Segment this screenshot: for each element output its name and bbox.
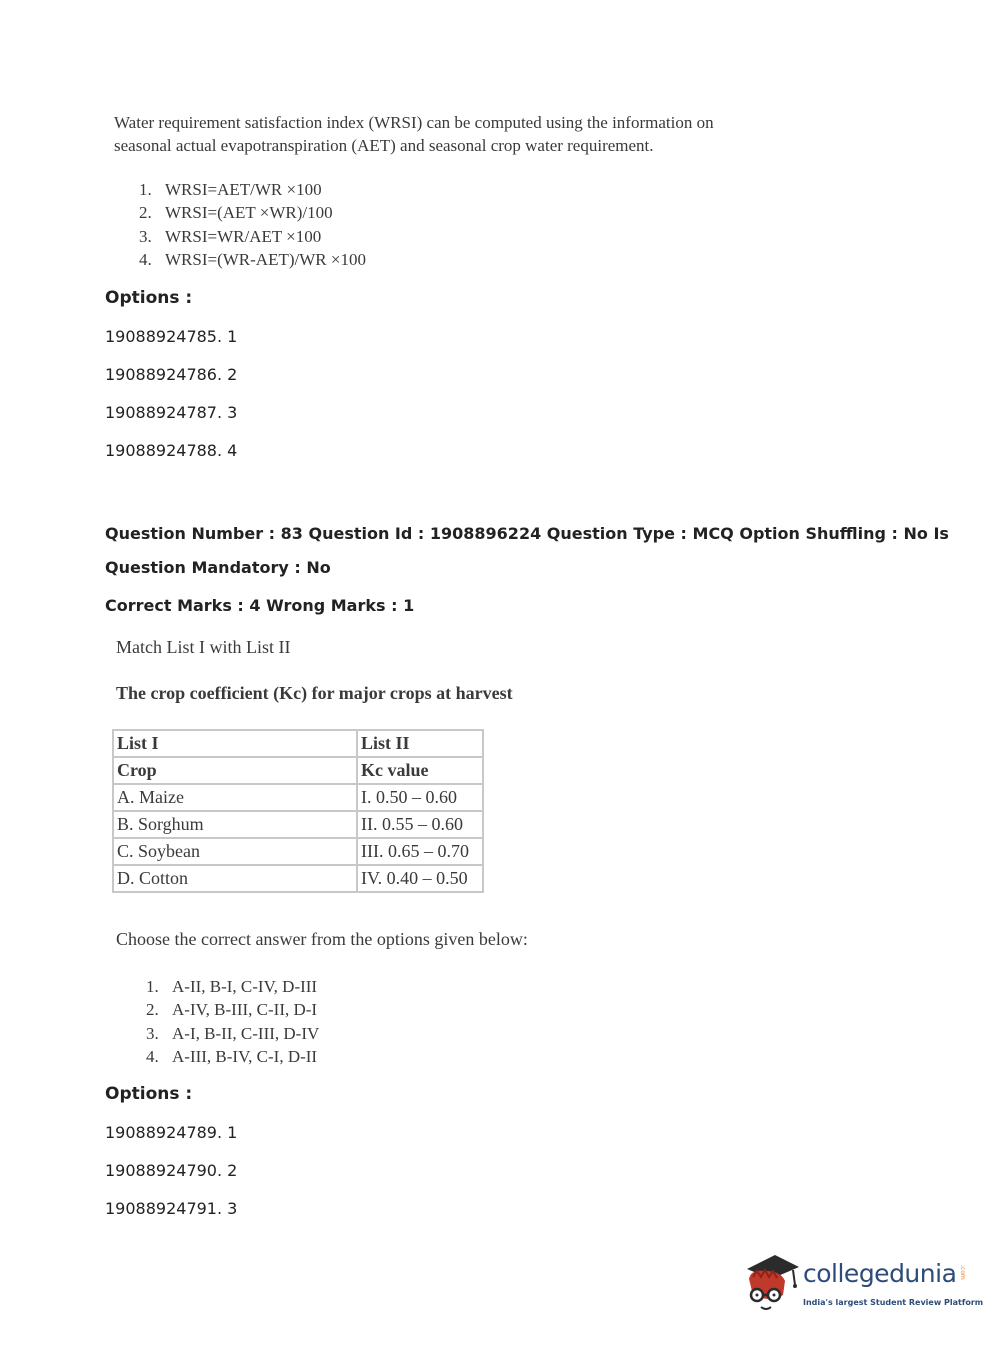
question-82-text: Water requirement satisfaction index (WRSI) can be computed using the information on seasonal actual evapotranspiration (AET) and seasonal crop water requirement.: [114, 113, 714, 155]
logo-tagline: India's largest Student Review Platform: [803, 1298, 984, 1307]
choice-text: WRSI=(WR-AET)/WR ×100: [165, 249, 366, 269]
choice-text: A-IV, B-III, C-II, D-I: [172, 1000, 318, 1020]
marks-line: Correct Marks : 4 Wrong Marks : 1: [105, 596, 415, 615]
choice-number: 1.: [139, 180, 152, 199]
table-cell: A. Maize: [113, 784, 357, 811]
table-cell: Kc value: [357, 757, 483, 784]
choice-number: 2.: [146, 1000, 159, 1020]
choice-text: WRSI=AET/WR ×100: [165, 180, 322, 199]
option-line: 19088924787. 3: [105, 403, 238, 422]
choice-item: [146, 975, 319, 998]
choice-text: A-I, B-II, C-III, D-IV: [172, 1023, 320, 1043]
choose-instruction: Choose the correct answer from the options given below:: [116, 929, 528, 949]
question-83-choices: [146, 975, 319, 1068]
choice-text: A-III, B-IV, C-I, D-II: [172, 1046, 318, 1066]
choice-item: [146, 1022, 319, 1045]
table-cell: List II: [357, 730, 483, 757]
choice-item: [139, 225, 366, 248]
choice-item: [146, 998, 319, 1021]
table-cell: B. Sorghum: [113, 811, 357, 838]
option-line: 19088924786. 2: [105, 365, 238, 384]
collegedunia-logo[interactable]: [741, 1247, 984, 1319]
table-cell: Crop: [113, 757, 357, 784]
option-line: 19088924790. 2: [105, 1161, 238, 1180]
choice-number: 4.: [146, 1046, 159, 1066]
choice-number: 1.: [146, 977, 159, 996]
choice-number: 3.: [146, 1023, 159, 1043]
table-cell: IV. 0.40 – 0.50: [357, 865, 483, 892]
logo-wordmark: collegedunia: [803, 1259, 957, 1288]
choice-number: 3.: [139, 226, 152, 246]
graduate-cap-face-icon: [741, 1249, 801, 1319]
options-label: Options :: [105, 1084, 193, 1104]
choice-item: [139, 178, 366, 201]
choice-item: [139, 248, 366, 271]
choice-text: A-II, B-I, C-IV, D-III: [172, 977, 318, 996]
table-row: [113, 865, 483, 892]
table-row: [113, 784, 483, 811]
table-header-row: [113, 730, 483, 757]
option-line: 19088924788. 4: [105, 441, 238, 460]
table-subheader-row: [113, 757, 483, 784]
option-line: 19088924791. 3: [105, 1199, 238, 1218]
choice-text: WRSI=WR/AET ×100: [165, 226, 322, 246]
option-line: 19088924785. 1: [105, 327, 238, 346]
table-row: [113, 811, 483, 838]
table-title: The crop coefficient (Kc) for major crops at harvest: [116, 683, 513, 703]
table-cell: I. 0.50 – 0.60: [357, 784, 483, 811]
table-cell: II. 0.55 – 0.60: [357, 811, 483, 838]
question-82-choices: [139, 178, 366, 271]
table-cell: III. 0.65 – 0.70: [357, 838, 483, 865]
choice-number: 4.: [139, 249, 152, 269]
choice-item: [146, 1045, 319, 1068]
table-row: [113, 838, 483, 865]
logo-domain-suffix: .com: [959, 1265, 966, 1280]
question-83-header: Question Number : 83 Question Id : 1908896224 Question Type : MCQ Option Shuffling : No Is: [105, 524, 949, 543]
options-label: Options :: [105, 288, 193, 308]
table-cell: D. Cotton: [113, 865, 357, 892]
choice-number: 2.: [139, 203, 152, 223]
match-instruction: Match List I with List II: [116, 637, 291, 657]
match-table: [112, 729, 484, 893]
option-line: 19088924789. 1: [105, 1123, 238, 1142]
choice-text: WRSI=(AET ×WR)/100: [165, 203, 333, 223]
table-cell: C. Soybean: [113, 838, 357, 865]
choice-item: [139, 201, 366, 224]
question-mandatory-line: Question Mandatory : No: [105, 558, 331, 577]
table-cell: List I: [113, 730, 357, 757]
